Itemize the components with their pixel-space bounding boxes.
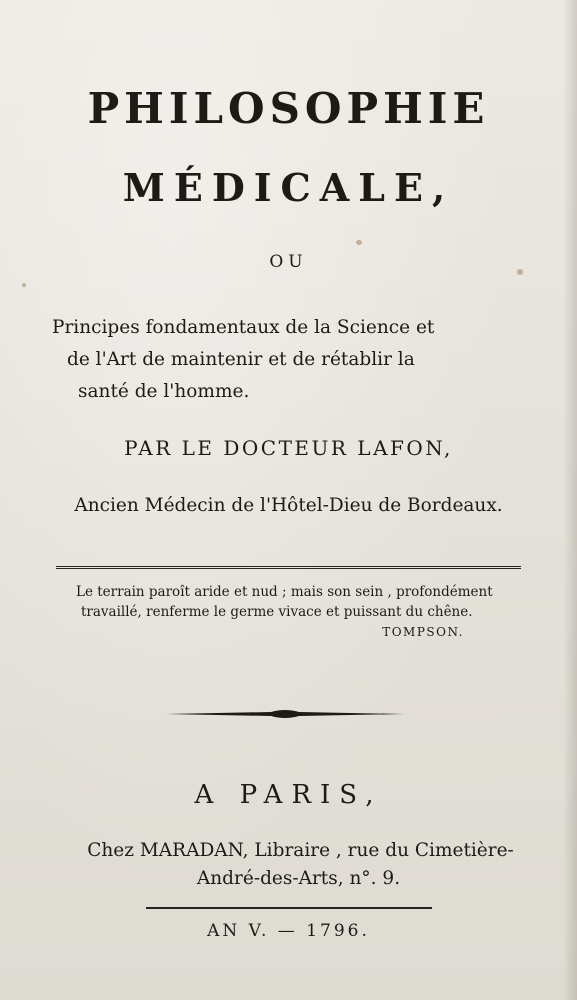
foxing-spot bbox=[22, 283, 26, 287]
foxing-spot bbox=[356, 240, 362, 245]
title-connector: OU bbox=[269, 252, 308, 272]
subtitle bbox=[52, 312, 522, 408]
epigraph bbox=[76, 582, 524, 642]
title-line-1: PHILOSOPHIE bbox=[87, 84, 490, 133]
imprint-publisher-line-2: André-des-Arts, n°. 9. bbox=[196, 868, 401, 889]
epigraph-attribution: TOMPSON. bbox=[382, 625, 464, 639]
imprint-city: A PARIS, bbox=[194, 780, 383, 810]
subtitle-line: Principes fondamentaux de la Science et bbox=[52, 317, 435, 338]
title-line-2: MÉDICALE, bbox=[122, 165, 455, 210]
publication-date: AN V. — 1796. bbox=[207, 921, 370, 941]
author-line: PAR LE DOCTEUR LAFON, bbox=[124, 436, 453, 460]
epigraph-line: Le terrain paroît aride et nud ; mais son sein , profondément bbox=[76, 584, 493, 600]
author-affiliation: Ancien Médecin de l'Hôtel-Dieu de Bordeaux. bbox=[74, 495, 503, 516]
ornament-rule-icon bbox=[166, 706, 404, 722]
single-rule-divider bbox=[146, 907, 432, 909]
double-rule-divider bbox=[56, 566, 521, 569]
imprint-publisher-line-1: Chez MARADAN, Libraire , rue du Cimetière- bbox=[87, 840, 514, 861]
epigraph-line: travaillé, renferme le germe vivace et puissant du chêne. bbox=[81, 604, 473, 620]
subtitle-line: de l'Art de maintenir et de rétablir la bbox=[67, 349, 415, 370]
subtitle-line: santé de l'homme. bbox=[78, 381, 250, 402]
